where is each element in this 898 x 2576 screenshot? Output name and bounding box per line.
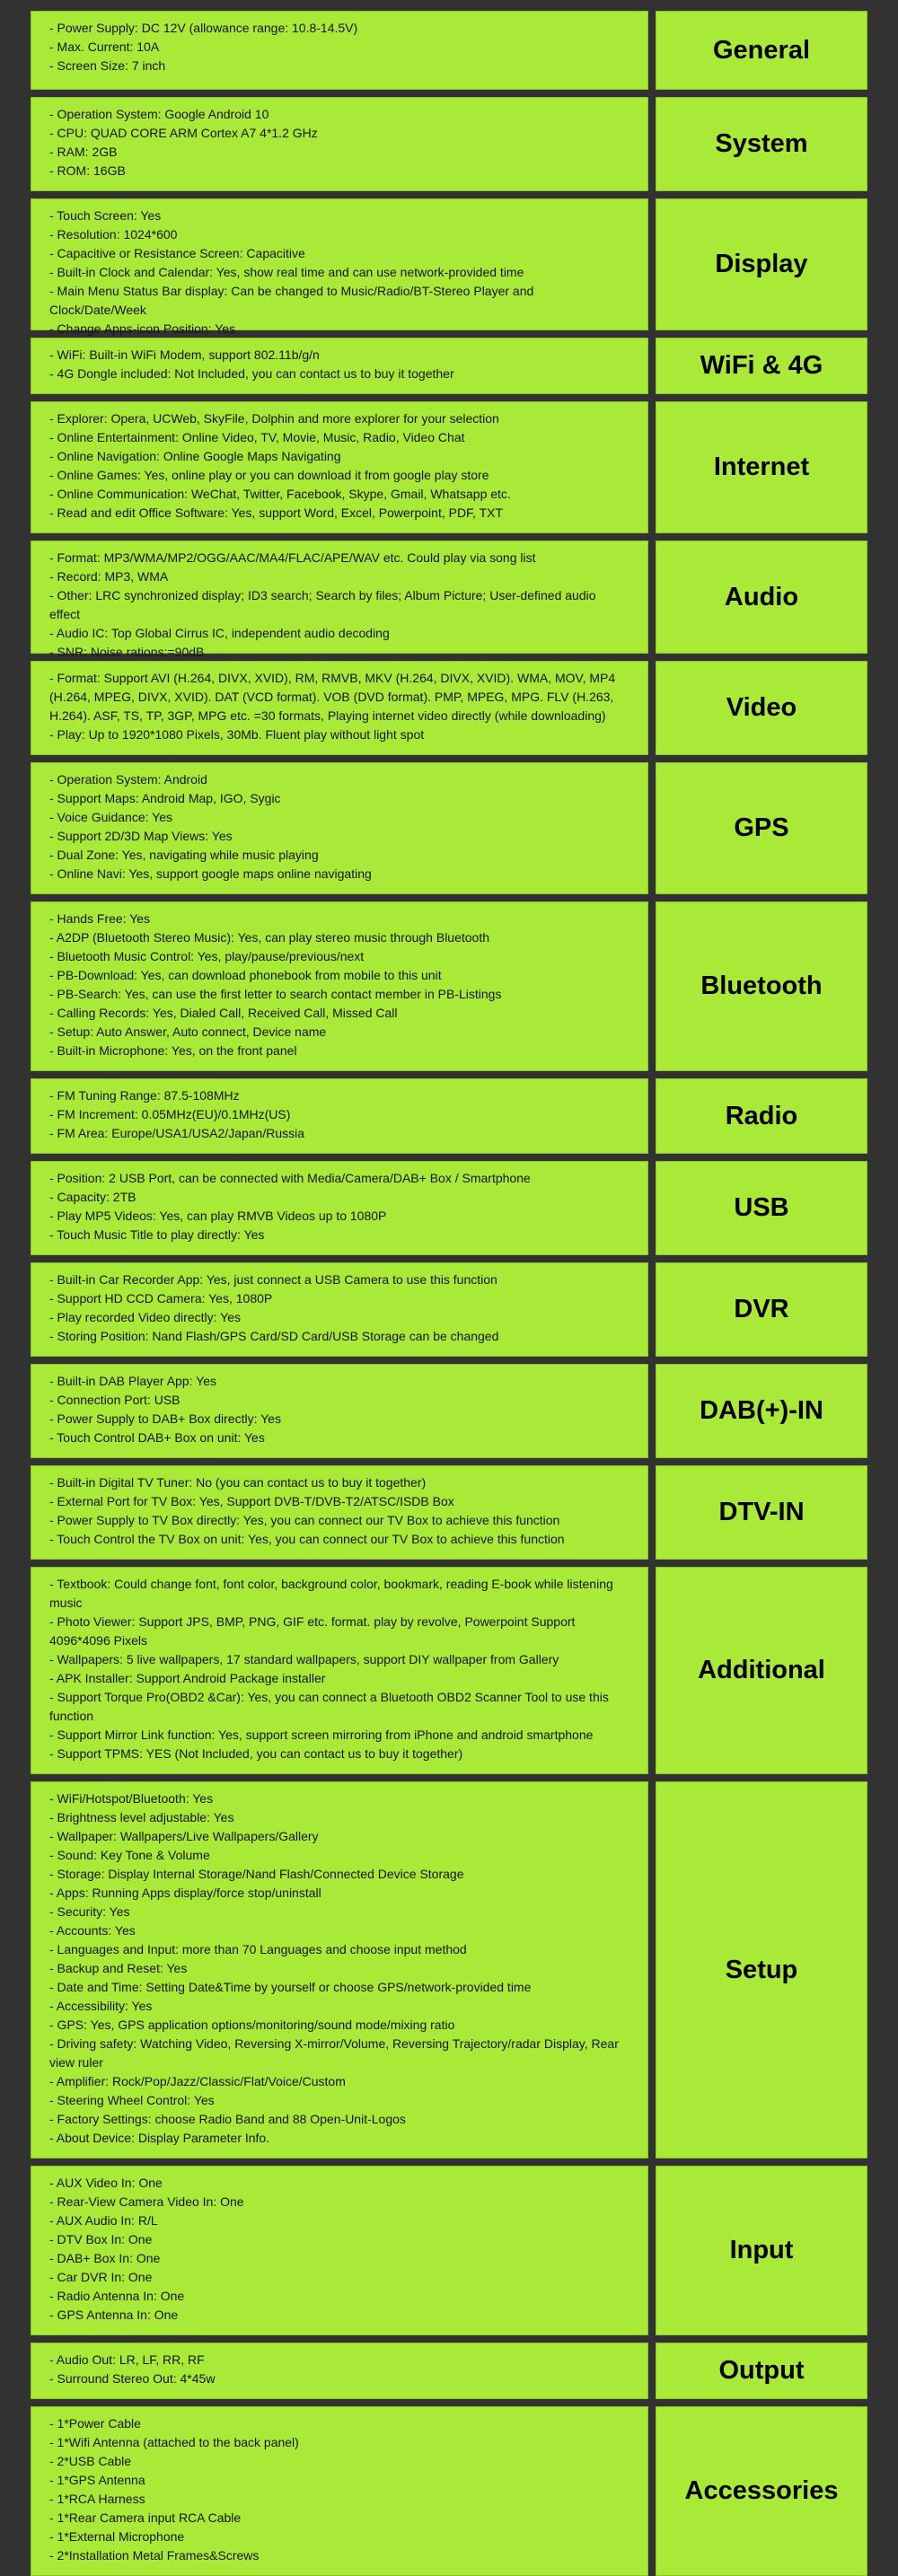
- spec-row-internet: [0, 401, 898, 533]
- spec-details: [31, 2166, 648, 2335]
- spec-line: - Steering Wheel Control: Yes: [49, 2093, 215, 2107]
- spec-details: [31, 901, 648, 1071]
- spec-line: - Built-in Clock and Calendar: Yes, show real time and can use network-provided time: [49, 265, 524, 279]
- spec-line: - APK Installer: Support Android Package installer: [49, 1671, 326, 1685]
- spec-category-title: Internet: [656, 401, 867, 533]
- spec-line: - Position: 2 USB Port, can be connected with Media/Camera/DAB+ Box / Smartphone: [49, 1171, 531, 1185]
- spec-line: - Built-in Microphone: Yes, on the front panel: [49, 1043, 297, 1058]
- spec-line: - Touch Screen: Yes: [49, 208, 162, 223]
- spec-line: - Resolution: 1024*600: [49, 227, 178, 242]
- spec-line: - Calling Records: Yes, Dialed Call, Received Call, Missed Call: [49, 1006, 398, 1020]
- spec-line: - Explorer: Opera, UCWeb, SkyFile, Dolphin and more explorer for your selection: [49, 411, 499, 426]
- spec-row-bluetooth: [0, 901, 898, 1071]
- spec-details: [31, 1364, 648, 1458]
- spec-line: - FM Area: Europe/USA1/USA2/Japan/Russia: [49, 1126, 305, 1140]
- spec-row-dvr: [0, 1262, 898, 1357]
- spec-line: - Audio Out: LR, LF, RR, RF: [49, 2352, 205, 2367]
- spec-row-general: [0, 11, 898, 90]
- spec-line: - Surround Stereo Out: 4*45w: [49, 2371, 216, 2386]
- spec-category-title: Audio: [656, 541, 867, 654]
- spec-category-title: DAB(+)-IN: [656, 1364, 867, 1458]
- spec-line: - Support TPMS: YES (Not Included, you can contact us to buy it together): [49, 1746, 463, 1761]
- spec-category-title: USB: [656, 1161, 867, 1255]
- spec-row-usb: [0, 1161, 898, 1255]
- spec-line: - FM Increment: 0.05MHz(EU)/0.1MHz(US): [49, 1107, 291, 1121]
- spec-line: - Date and Time: Setting Date&Time by yourself or choose GPS/network-provided time: [49, 1980, 532, 1994]
- spec-details: [31, 338, 648, 394]
- spec-row-setup: [0, 1781, 898, 2158]
- spec-line: - 1*Rear Camera input RCA Cable: [49, 2510, 242, 2525]
- spec-category-title: Accessories: [656, 2406, 867, 2576]
- spec-line: - Bluetooth Music Control: Yes, play/pause/previous/next: [49, 949, 365, 963]
- spec-line: - 2*Installation Metal Frames&Screws: [49, 2548, 260, 2563]
- spec-row-gps: [0, 762, 898, 894]
- spec-line: - Operation System: Android: [49, 772, 207, 787]
- spec-category-title: System: [656, 97, 867, 191]
- spec-line: - 4G Dongle included: Not Included, you can contact us to buy it together: [49, 366, 454, 381]
- spec-line: - Read and edit Office Software: Yes, support Word, Excel, Powerpoint, PDF, TXT: [49, 506, 504, 520]
- spec-category-title: Display: [656, 198, 867, 330]
- spec-line: - About Device: Display Parameter Info.: [49, 2131, 270, 2145]
- spec-line: - ROM: 16GB: [49, 163, 126, 178]
- spec-line: - FM Tuning Range: 87.5-108MHz: [49, 1088, 240, 1103]
- spec-line: - Touch Control the TV Box on unit: Yes, you can connect our TV Box to achieve this function: [49, 1532, 565, 1546]
- spec-row-accessories: [0, 2406, 898, 2576]
- spec-line: - GPS: Yes, GPS application options/monitoring/sound mode/mixing ratio: [49, 2018, 455, 2032]
- spec-line: - A2DP (Bluetooth Stereo Music): Yes, can play stereo music through Bluetooth: [49, 930, 490, 945]
- spec-line: - Built-in DAB Player App: Yes: [49, 1374, 216, 1388]
- spec-line: - Play recorded Video directly: Yes: [49, 1310, 241, 1324]
- spec-line: - 1*GPS Antenna: [49, 2473, 145, 2487]
- spec-line: - DTV Box In: One: [49, 2232, 153, 2246]
- spec-line: - Online Communication: WeChat, Twitter, Facebook, Skype, Gmail, Whatsapp etc.: [49, 487, 511, 501]
- spec-row-system: [0, 97, 898, 191]
- spec-category-title: Additional: [656, 1567, 867, 1774]
- spec-line: - Dual Zone: Yes, navigating while music playing: [49, 848, 319, 862]
- spec-line: - PB-Download: Yes, can download phonebook from mobile to this unit: [49, 968, 442, 982]
- spec-line: - Voice Guidance: Yes: [49, 810, 172, 824]
- spec-line: - Rear-View Camera Video In: One: [49, 2194, 244, 2209]
- spec-line: - GPS Antenna In: One: [49, 2308, 179, 2322]
- spec-details: [31, 401, 648, 533]
- spec-line: - Touch Music Title to play directly: Yes: [49, 1227, 265, 1242]
- spec-line: - Setup: Auto Answer, Auto connect, Device name: [49, 1024, 327, 1039]
- spec-line: - Support Torque Pro(OBD2 &Car): Yes, you can connect a Bluetooth OBD2 Scanner Tool to use this function: [49, 1690, 609, 1723]
- spec-line: - Main Menu Status Bar display: Can be changed to Music/Radio/BT-Stereo Player and Clock/Date/Week: [49, 284, 534, 317]
- spec-line: - Capacitive or Resistance Screen: Capacitive: [49, 246, 305, 260]
- spec-row-display: [0, 198, 898, 336]
- spec-line: - Play MP5 Videos: Yes, can play RMVB Videos up to 1080P: [49, 1209, 387, 1223]
- spec-line: - Sound: Key Tone & Volume: [49, 1848, 210, 1862]
- spec-line: - 1*RCA Harness: [49, 2492, 145, 2506]
- spec-category-title: Setup: [656, 1781, 867, 2158]
- spec-category-title: DTV-IN: [656, 1465, 867, 1560]
- spec-line: - Change Apps-icon Position: Yes: [49, 321, 236, 336]
- spec-line: - Textbook: Could change font, font color, background color, bookmark, reading E-book while listening music: [49, 1577, 613, 1610]
- spec-line: - Format: MP3/WMA/MP2/OGG/AAC/MA4/FLAC/APE/WAV etc. Could play via song list: [49, 550, 536, 565]
- spec-line: - Storage: Display Internal Storage/Nand Flash/Connected Device Storage: [49, 1867, 464, 1881]
- spec-category-title: Video: [656, 661, 867, 755]
- spec-category-title: General: [656, 11, 867, 90]
- spec-category-title: WiFi & 4G: [656, 338, 867, 394]
- spec-line: - Power Supply: DC 12V (allowance range: 10.8-14.5V): [49, 21, 358, 35]
- spec-line: - Languages and Input: more than 70 Languages and choose input method: [49, 1942, 467, 1956]
- spec-line: - Other: LRC synchronized display; ID3 search; Search by files; Album Picture; User-defined audio effect: [49, 588, 596, 621]
- spec-line: - 1*Wifi Antenna (attached to the back panel): [49, 2435, 299, 2449]
- spec-row-wifi-4g: [0, 338, 898, 394]
- spec-line: - Max. Current: 10A: [49, 40, 160, 54]
- spec-details: [31, 2343, 648, 2399]
- spec-details: [31, 661, 648, 755]
- spec-line: - Connection Port: USB: [49, 1393, 180, 1407]
- spec-line: - 1*Power Cable: [49, 2416, 141, 2431]
- spec-row-radio: [0, 1078, 898, 1154]
- spec-details: [31, 97, 648, 191]
- spec-line: - Format: Support AVI (H.264, DIVX, XVID), RM, RMVB, MKV (H.264, DIVX, XVID). WMA, MOV, MP4 (H.264, MPEG, DIVX, XVID). DAT (VCD format). VOB (DVD format). PMP, MPEG, MPG. FLV (H.263, H.264). ASF, TS, TP, 3GP, MPG etc. =30 formats, Playing internet video directly (while downloading): [49, 671, 616, 723]
- spec-category-title: GPS: [656, 762, 867, 894]
- spec-line: - Amplifier: Rock/Pop/Jazz/Classic/Flat/Voice/Custom: [49, 2074, 346, 2088]
- spec-line: - Online Navi: Yes, support google maps online navigating: [49, 866, 372, 881]
- spec-line: - SNR: Noise rations:=90dB: [49, 645, 205, 659]
- spec-line: - Support Maps: Android Map, IGO, Sygic: [49, 791, 281, 805]
- spec-line: - 1*External Microphone: [49, 2529, 185, 2544]
- spec-details: [31, 1078, 648, 1154]
- spec-row-additional: [0, 1567, 898, 1774]
- spec-line: - Car DVR In: One: [49, 2270, 153, 2284]
- spec-line: - AUX Video In: One: [49, 2176, 163, 2190]
- spec-line: - CPU: QUAD CORE ARM Cortex A7 4*1.2 GHz: [49, 126, 318, 140]
- spec-line: - Brightness level adjustable: Yes: [49, 1810, 234, 1824]
- spec-line: - DAB+ Box In: One: [49, 2251, 161, 2265]
- spec-line: - Accessibility: Yes: [49, 1999, 153, 2013]
- spec-details: [31, 2406, 648, 2576]
- spec-line: - Apps: Running Apps display/force stop/uninstall: [49, 1886, 321, 1900]
- spec-details: [31, 11, 648, 90]
- spec-line: - Security: Yes: [49, 1904, 130, 1919]
- spec-line: - Wallpapers: 5 live wallpapers, 17 standard wallpapers, support DIY wallpaper from Gallery: [49, 1652, 559, 1666]
- spec-row-video: [0, 661, 898, 755]
- spec-row-dab-in: [0, 1364, 898, 1458]
- spec-category-title: Bluetooth: [656, 901, 867, 1071]
- spec-line: - Online Entertainment: Online Video, TV, Movie, Music, Radio, Video Chat: [49, 430, 465, 444]
- spec-line: - Support HD CCD Camera: Yes, 1080P: [49, 1291, 273, 1306]
- spec-line: - Built-in Digital TV Tuner: No (you can contact us to buy it together): [49, 1475, 427, 1490]
- spec-line: - Audio IC: Top Global Cirrus IC, independent audio decoding: [49, 626, 390, 640]
- spec-details: [31, 198, 648, 336]
- spec-line: - Capacity: 2TB: [49, 1190, 136, 1204]
- spec-category-title: Radio: [656, 1078, 867, 1154]
- spec-line: - Backup and Reset: Yes: [49, 1961, 188, 1975]
- spec-line: - Power Supply to DAB+ Box directly: Yes: [49, 1411, 281, 1426]
- spec-line: - 2*USB Cable: [49, 2454, 132, 2468]
- spec-details: [31, 1781, 648, 2158]
- spec-line: - External Port for TV Box: Yes, Support DVB-T/DVB-T2/ATSC/ISDB Box: [49, 1494, 454, 1508]
- spec-line: - Radio Antenna In: One: [49, 2289, 185, 2303]
- spec-line: - Online Navigation: Online Google Maps Navigating: [49, 449, 341, 463]
- spec-row-dtv-in: [0, 1465, 898, 1560]
- spec-line: - Screen Size: 7 inch: [49, 58, 166, 73]
- spec-line: - Wallpaper: Wallpapers/Live Wallpapers/Gallery: [49, 1829, 319, 1843]
- spec-line: - Online Games: Yes, online play or you can download it from google play store: [49, 468, 489, 482]
- spec-details: [31, 1567, 648, 1774]
- spec-line: - WiFi/Hotspot/Bluetooth: Yes: [49, 1791, 214, 1806]
- spec-row-output: [0, 2343, 898, 2399]
- spec-category-title: Input: [656, 2166, 867, 2335]
- spec-details: [31, 1262, 648, 1357]
- spec-line: - Touch Control DAB+ Box on unit: Yes: [49, 1430, 265, 1445]
- spec-category-title: DVR: [656, 1262, 867, 1357]
- spec-line: - RAM: 2GB: [49, 145, 118, 159]
- spec-row-audio: [0, 541, 898, 659]
- spec-line: - Factory Settings: choose Radio Band and 88 Open-Unit-Logos: [49, 2112, 406, 2126]
- spec-line: - Driving safety: Watching Video, Reversing X-mirror/Volume, Reversing Trajectory/radar Display, Rear view ruler: [49, 2036, 619, 2070]
- spec-details: [31, 1161, 648, 1255]
- spec-category-title: Output: [656, 2343, 867, 2399]
- spec-line: - Accounts: Yes: [49, 1923, 136, 1938]
- spec-details: [31, 762, 648, 894]
- spec-line: - Storing Position: Nand Flash/GPS Card/SD Card/USB Storage can be changed: [49, 1329, 499, 1343]
- spec-line: - AUX Audio In: R/L: [49, 2213, 158, 2228]
- spec-line: - Built-in Car Recorder App: Yes, just connect a USB Camera to use this function: [49, 1272, 497, 1287]
- spec-line: - Record: MP3, WMA: [49, 569, 169, 584]
- spec-line: - PB-Search: Yes, can use the first letter to search contact member in PB-Listings: [49, 987, 502, 1001]
- spec-details: [31, 541, 648, 659]
- spec-details: [31, 1465, 648, 1560]
- spec-line: - Support Mirror Link function: Yes, support screen mirroring from iPhone and android smartphone: [49, 1728, 594, 1742]
- spec-line: - Power Supply to TV Box directly: Yes, you can connect our TV Box to achieve this function: [49, 1513, 560, 1527]
- spec-line: - Operation System: Google Android 10: [49, 107, 269, 121]
- spec-line: - WiFi: Built-in WiFi Modem, support 802.11b/g/n: [49, 347, 320, 362]
- spec-row-input: [0, 2166, 898, 2335]
- spec-line: - Photo Viewer: Support JPS, BMP, PNG, GIF etc. format. play by revolve, Powerpoint Support 4096*4096 Pixels: [49, 1614, 576, 1648]
- spec-line: - Play: Up to 1920*1080 Pixels, 30Mb. Fluent play without light spot: [49, 727, 425, 742]
- spec-line: - Hands Free: Yes: [49, 911, 151, 926]
- spec-line: - Support 2D/3D Map Views: Yes: [49, 829, 233, 843]
